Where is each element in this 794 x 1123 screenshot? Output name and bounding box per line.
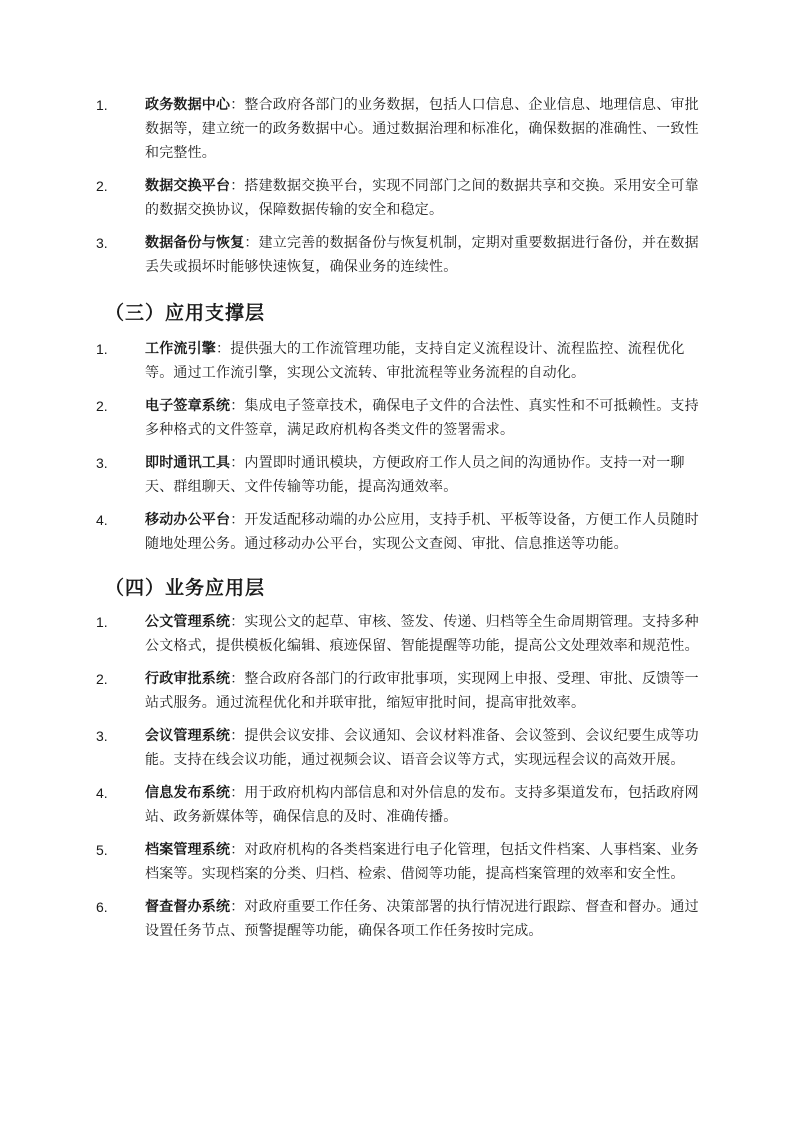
list-text — [145, 394, 701, 442]
list-number: 3. — [96, 235, 108, 251]
list-term: 督查督办系统 — [145, 899, 231, 915]
list-term: 会议管理系统 — [145, 728, 231, 744]
list-number: 4. — [96, 785, 108, 801]
list-number: 1. — [96, 341, 108, 357]
list-text — [145, 610, 701, 658]
list-number: 3. — [96, 455, 108, 471]
list-item — [0, 610, 794, 658]
list-desc: ：整合政府各部门的行政审批事项，实现网上申报、受理、审批、反馈等一站式服务。通过流程优化和并联审批，缩短审批时间，提高审批效率。 — [145, 671, 699, 711]
list-number: 2. — [96, 671, 108, 687]
list-number: 3. — [96, 728, 108, 744]
list-item — [0, 895, 794, 943]
list-number: 2. — [96, 178, 108, 194]
list-number: 5. — [96, 842, 108, 858]
list-term: 公文管理系统 — [145, 614, 231, 630]
list-text — [145, 174, 701, 222]
list-desc: ：提供强大的工作流管理功能，支持自定义流程设计、流程监控、流程优化等。通过工作流引擎，实现公文流转、审批流程等业务流程的自动化。 — [145, 341, 685, 381]
list-desc: ：开发适配移动端的办公应用，支持手机、平板等设备，方便工作人员随时随地处理公务。通过移动办公平台，实现公文查阅、审批、信息推送等功能。 — [145, 512, 699, 552]
list-text — [145, 895, 701, 943]
list-desc: ：提供会议安排、会议通知、会议材料准备、会议签到、会议纪要生成等功能。支持在线会议功能，通过视频会议、语音会议等方式，实现远程会议的高效开展。 — [145, 728, 699, 768]
list-term: 移动办公平台 — [145, 512, 231, 528]
list-number: 6. — [96, 899, 108, 915]
list-number: 2. — [96, 398, 108, 414]
business-list — [0, 610, 794, 952]
list-item — [0, 174, 794, 222]
list-item — [0, 838, 794, 886]
list-desc: ：对政府机构的各类档案进行电子化管理，包括文件档案、人事档案、业务档案等。实现档案的分类、归档、检索、借阅等功能，提高档案管理的效率和安全性。 — [145, 842, 699, 882]
list-number: 4. — [96, 512, 108, 528]
list-desc: ：集成电子签章技术，确保电子文件的合法性、真实性和不可抵赖性。支持多种格式的文件签章，满足政府机构各类文件的签署需求。 — [145, 398, 699, 438]
list-desc: ：用于政府机构内部信息和对外信息的发布。支持多渠道发布，包括政府网站、政务新媒体等，确保信息的及时、准确传播。 — [145, 785, 699, 825]
list-item — [0, 231, 794, 279]
list-term: 政务数据中心 — [145, 97, 231, 113]
list-number: 1. — [96, 614, 108, 630]
list-term: 数据交换平台 — [145, 178, 231, 194]
section-heading-business: （四）业务应用层 — [105, 577, 266, 599]
list-term: 行政审批系统 — [145, 671, 231, 687]
data-layer-list — [0, 93, 794, 288]
list-text — [145, 93, 701, 165]
list-text — [145, 451, 701, 499]
list-item — [0, 337, 794, 385]
list-item — [0, 451, 794, 499]
list-desc: ：对政府重要工作任务、决策部署的执行情况进行跟踪、督查和督办。通过设置任务节点、预警提醒等功能，确保各项工作任务按时完成。 — [145, 899, 699, 939]
list-desc: ：整合政府各部门的业务数据，包括人口信息、企业信息、地理信息、审批数据等，建立统一的政务数据中心。通过数据治理和标准化，确保数据的准确性、一致性和完整性。 — [145, 97, 699, 161]
list-term: 档案管理系统 — [145, 842, 231, 858]
list-term: 即时通讯工具 — [145, 455, 231, 471]
list-text — [145, 231, 701, 279]
app-support-list — [0, 337, 794, 565]
section-heading-app-support: （三）应用支撑层 — [105, 302, 266, 324]
list-number: 1. — [96, 97, 108, 113]
list-text — [145, 781, 701, 829]
list-item — [0, 781, 794, 829]
list-item — [0, 667, 794, 715]
list-term: 信息发布系统 — [145, 785, 231, 801]
list-text — [145, 337, 701, 385]
list-text — [145, 724, 701, 772]
list-text — [145, 838, 701, 886]
list-item — [0, 724, 794, 772]
list-term: 电子签章系统 — [145, 398, 231, 414]
list-text — [145, 667, 701, 715]
list-term: 数据备份与恢复 — [145, 235, 245, 251]
list-desc: ：建立完善的数据备份与恢复机制，定期对重要数据进行备份，并在数据丢失或损坏时能够快速恢复，确保业务的连续性。 — [145, 235, 699, 275]
list-desc: ：实现公文的起草、审核、签发、传递、归档等全生命周期管理。支持多种公文格式，提供模板化编辑、痕迹保留、智能提醒等功能，提高公文处理效率和规范性。 — [145, 614, 699, 654]
list-desc: ：内置即时通讯模块，方便政府工作人员之间的沟通协作。支持一对一聊天、群组聊天、文件传输等功能，提高沟通效率。 — [145, 455, 685, 495]
list-item — [0, 93, 794, 165]
list-item — [0, 394, 794, 442]
list-item — [0, 508, 794, 556]
list-term: 工作流引擎 — [145, 341, 216, 357]
list-text — [145, 508, 701, 556]
list-desc: ：搭建数据交换平台，实现不同部门之间的数据共享和交换。采用安全可靠的数据交换协议，保障数据传输的安全和稳定。 — [145, 178, 699, 218]
